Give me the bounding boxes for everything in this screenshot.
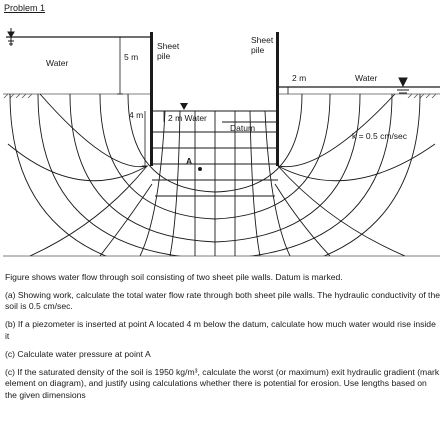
dim-label-left: 5 m [124, 52, 139, 62]
problem-title: Problem 1 [4, 3, 46, 13]
paragraph-a: (a) Showing work, calculate the total water flow rate through both sheet pile walls. The hydraulic conductivity of the soil is 0.5 cm/sec. [5, 290, 441, 312]
paragraph-d: (c) If the saturated density of the soil is 1950 kg/m³, calculate the worst (or maximum) exit hydraulic gradient (mark element on diagram), and justify using calculations whether there is potential for erosion. Use lengths based on the given dimensions [5, 366, 440, 400]
ground-hatch-left [3, 94, 152, 98]
point-a-label: A [186, 156, 193, 166]
water-label-left: Water [46, 58, 69, 68]
paragraph-b: (b) If a piezometer is inserted at point A located 4 m below the datum, calculate how much water would rise inside it [5, 319, 436, 341]
sheet-pile-right [276, 32, 279, 166]
dim-label-right: 2 m [292, 73, 307, 83]
problem-text [5, 272, 441, 408]
water-level-marker-right [397, 78, 409, 93]
flow-net-figure [0, 14, 445, 269]
point-a-marker [198, 167, 202, 171]
sheet-pile-left [150, 32, 153, 166]
water-level-marker-mid [180, 103, 188, 110]
flow-net [8, 94, 435, 269]
datum-label: Datum [230, 123, 256, 133]
conductivity-label: k = 0.5 cm/sec [352, 131, 408, 141]
dim-label-4m: 4 m [129, 110, 144, 120]
sheet-pile-label-right: Sheet pile [251, 35, 274, 55]
paragraph-c: (c) Calculate water pressure at point A [5, 348, 151, 359]
water-label-right: Water [355, 73, 378, 83]
paragraph-intro: Figure shows water flow through soil consisting of two sheet pile walls. Datum is marked. [5, 272, 343, 282]
sheet-pile-label-left: Sheet pile [157, 41, 180, 61]
water-label-mid: 2 m Water [168, 113, 207, 123]
